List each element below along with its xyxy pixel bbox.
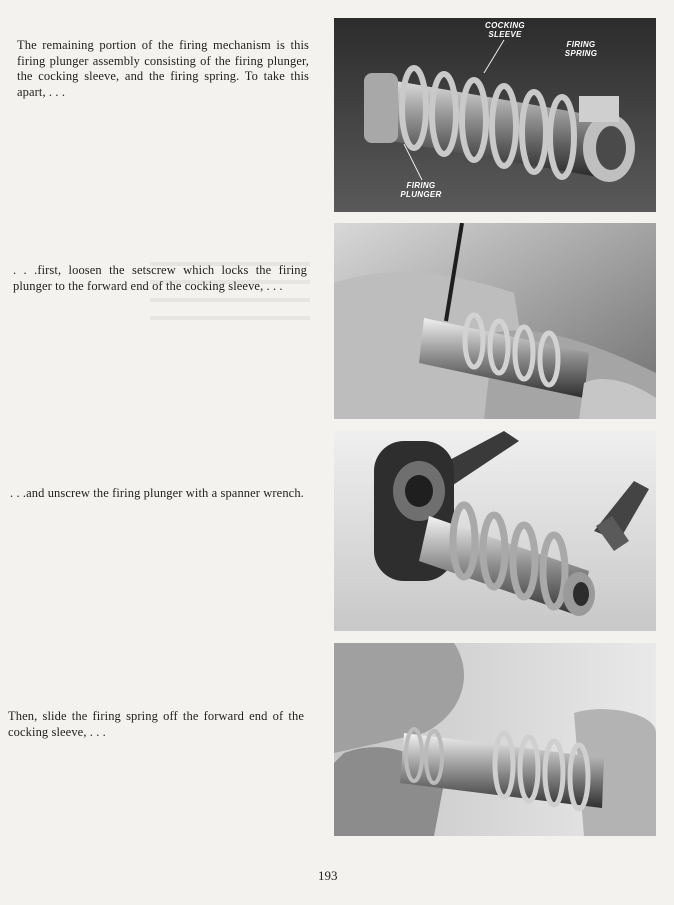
label-cocking-sleeve: COCKING SLEEVE (485, 21, 525, 39)
label-firing-plunger: FIRING PLUNGER (400, 181, 442, 199)
photo-spanner-wrench (334, 431, 656, 631)
photo-loosen-setscrew (334, 223, 656, 419)
page-number: 193 (318, 868, 338, 883)
photo-firing-plunger-assembly (334, 18, 656, 212)
label-firing-spring: FIRING SPRING (564, 40, 598, 58)
paragraph-slide-spring-off: Then, slide the firing spring off the forward end of the cocking sleeve, . . . (8, 709, 304, 739)
paragraph-loosen-setscrew: . . .first, loosen the setscrew which locks the firing plunger to the forward end of the cocking sleeve, . . . (13, 263, 307, 293)
paragraph-unscrew-plunger: . . .and unscrew the firing plunger with a spanner wrench. (10, 486, 304, 500)
paragraph-firing-plunger-assembly: The remaining portion of the firing mechanism is this firing plunger assembly consisting of the firing plunger, the cocking sleeve, and the firing spring. To take this apart, . . . (17, 38, 309, 99)
photo-slide-spring (334, 643, 656, 836)
